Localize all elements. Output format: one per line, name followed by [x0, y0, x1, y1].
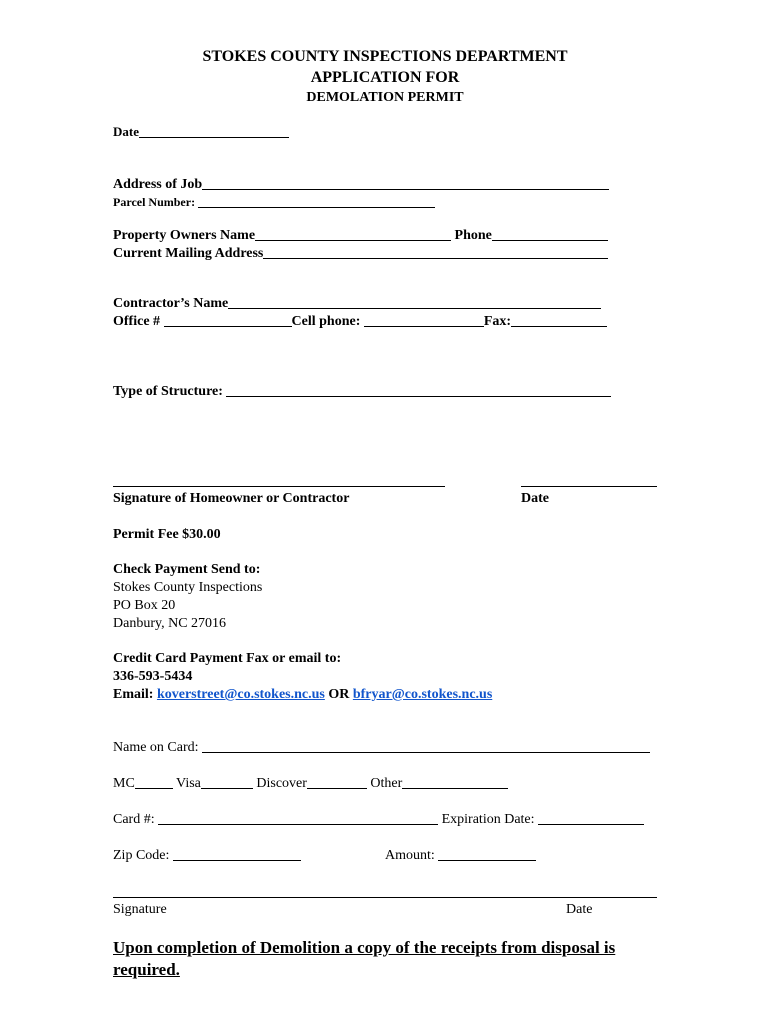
- disposal-receipt-notice: Upon completion of Demolition a copy of the receipts from disposal is required.: [113, 938, 616, 979]
- email-link-koverstreet[interactable]: koverstreet@co.stokes.nc.us: [156, 687, 325, 702]
- expiration-label: Expiration Date:: [438, 812, 539, 827]
- structure-field[interactable]: [113, 384, 611, 400]
- structure-blank[interactable]: [226, 384, 611, 397]
- structure-label: Type of Structure:: [113, 384, 227, 399]
- email-label: Email:: [113, 687, 157, 702]
- owners-name-field[interactable]: [113, 228, 608, 244]
- cell-label: Cell phone:: [291, 314, 364, 329]
- mc-blank[interactable]: [135, 776, 173, 789]
- permit-fee: Permit Fee $30.00: [113, 527, 221, 542]
- address-blank[interactable]: [202, 177, 609, 190]
- check-payment-line1: Stokes County Inspections: [113, 580, 263, 595]
- mailing-blank[interactable]: [263, 246, 608, 259]
- card-signature-label: Signature: [113, 902, 167, 917]
- discover-blank[interactable]: [307, 776, 367, 789]
- permit-type: DEMOLATION PERMIT: [306, 90, 464, 105]
- visa-label: Visa: [172, 776, 201, 791]
- amount-blank[interactable]: [438, 848, 536, 861]
- card-type-field[interactable]: [113, 776, 508, 792]
- header-subtitle: APPLICATION FOR: [310, 69, 460, 86]
- fax-label: Fax:: [483, 314, 512, 329]
- homeowner-date-line[interactable]: [521, 486, 657, 487]
- contractor-name-field[interactable]: [113, 296, 601, 312]
- contractor-label: Contractor’s Name: [113, 296, 229, 311]
- card-number-field[interactable]: [113, 812, 644, 828]
- other-label: Other: [366, 776, 403, 791]
- date-label: Date: [113, 124, 139, 139]
- amount-field[interactable]: [385, 848, 536, 864]
- date-field[interactable]: [113, 124, 289, 140]
- parcel-field[interactable]: [113, 195, 435, 210]
- visa-blank[interactable]: [201, 776, 253, 789]
- date-blank[interactable]: [139, 125, 289, 138]
- address-label: Address of Job: [113, 177, 203, 192]
- mailing-label: Current Mailing Address: [113, 246, 264, 261]
- card-date-label: Date: [566, 902, 593, 917]
- credit-card-heading: Credit Card Payment Fax or email to:: [113, 651, 342, 666]
- discover-label: Discover: [252, 776, 307, 791]
- phone-label: Phone: [451, 228, 492, 243]
- address-field[interactable]: [113, 177, 609, 193]
- other-blank[interactable]: [402, 776, 508, 789]
- parcel-blank[interactable]: [198, 195, 435, 208]
- card-number-label: Card #:: [113, 812, 159, 827]
- contractor-phones-field[interactable]: [113, 314, 607, 330]
- check-payment-line3: Danbury, NC 27016: [113, 616, 227, 631]
- name-on-card-label: Name on Card:: [113, 740, 203, 755]
- header-title: STOKES COUNTY INSPECTIONS DEPARTMENT: [202, 48, 568, 65]
- email-line: [113, 687, 492, 703]
- email-or: OR: [324, 687, 353, 702]
- zip-code-field[interactable]: [113, 848, 301, 864]
- homeowner-signature-label: Signature of Homeowner or Contractor: [113, 491, 350, 506]
- zip-code-label: Zip Code:: [113, 848, 173, 863]
- zip-code-blank[interactable]: [173, 848, 301, 861]
- owners-name-label: Property Owners Name: [113, 228, 256, 243]
- phone-blank[interactable]: [492, 228, 608, 241]
- cell-blank[interactable]: [364, 314, 484, 327]
- check-payment-heading: Check Payment Send to:: [113, 562, 261, 577]
- name-on-card-blank[interactable]: [202, 740, 650, 753]
- fax-blank[interactable]: [511, 314, 607, 327]
- expiration-blank[interactable]: [538, 812, 644, 825]
- mc-label: MC: [113, 776, 135, 791]
- owners-name-blank[interactable]: [255, 228, 451, 241]
- card-number-blank[interactable]: [158, 812, 438, 825]
- check-payment-line2: PO Box 20: [113, 598, 176, 613]
- card-signature-line[interactable]: [113, 897, 657, 898]
- homeowner-signature-line[interactable]: [113, 486, 445, 487]
- mailing-address-field[interactable]: [113, 246, 608, 262]
- parcel-label: Parcel Number:: [113, 195, 199, 209]
- office-label: Office #: [113, 314, 164, 329]
- contractor-blank[interactable]: [228, 296, 601, 309]
- office-blank[interactable]: [164, 314, 292, 327]
- name-on-card-field[interactable]: [113, 740, 650, 756]
- email-link-bfryar[interactable]: bfryar@co.stokes.nc.us: [352, 687, 493, 702]
- amount-label: Amount:: [385, 848, 439, 863]
- fax-number: 336-593-5434: [113, 669, 193, 684]
- homeowner-date-label: Date: [521, 491, 549, 506]
